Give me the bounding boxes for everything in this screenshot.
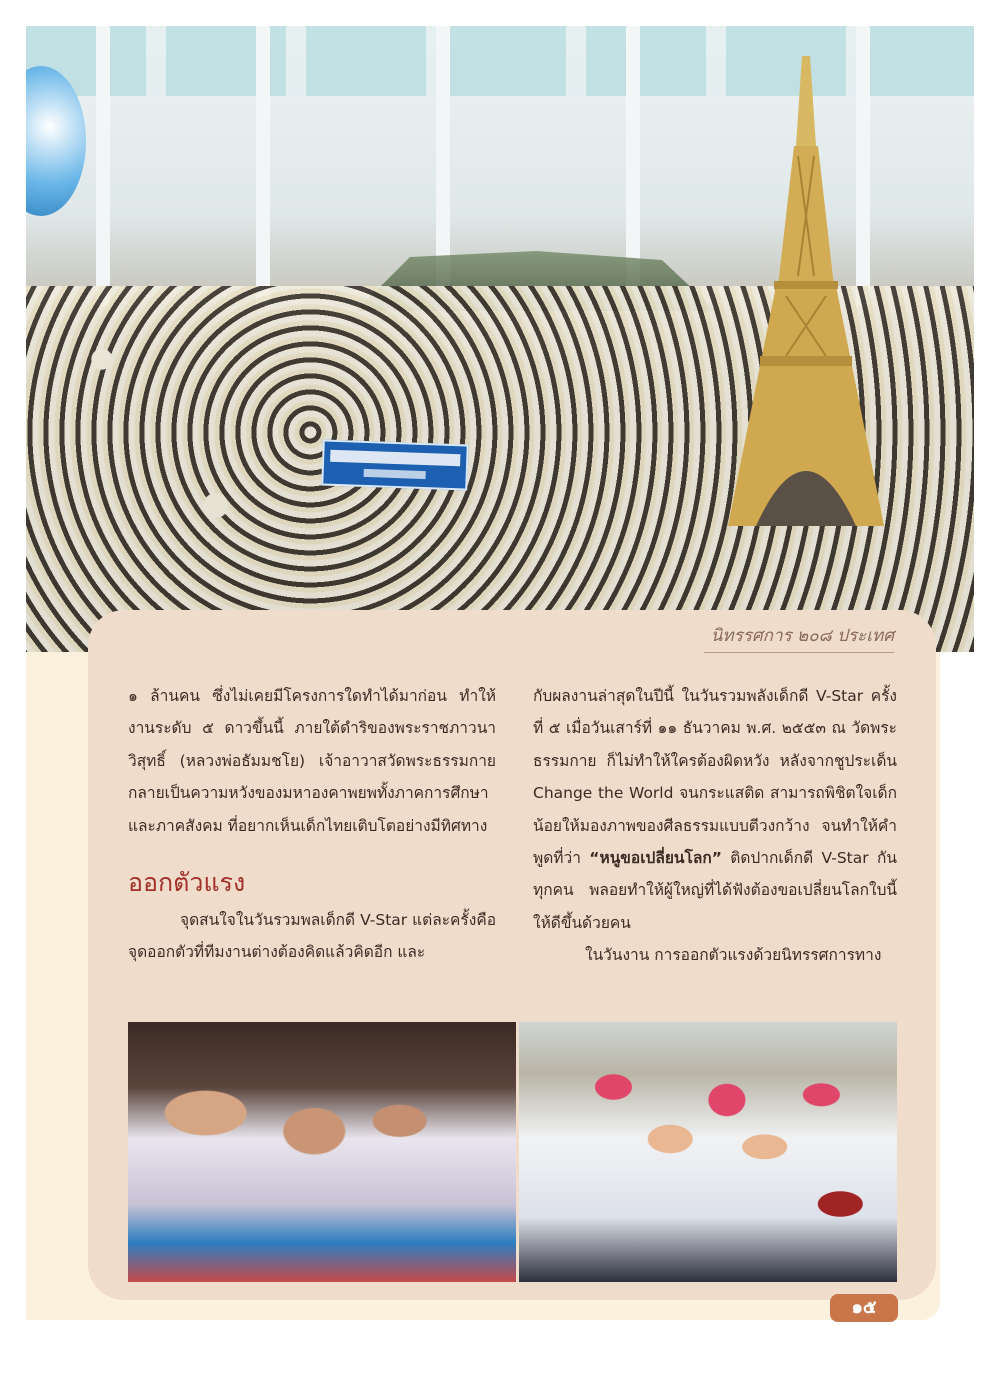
- hall-pillar: [96, 26, 110, 306]
- article-text: กับผลงานล่าสุดในปีนี้ ในวันรวมพลังเด็กดี V-Star ครั้งที่ ๕ เมื่อวันเสาร์ที่ ๑๑ ธันวาคม พ.ศ. ๒๕๕๓ ณ วัดพระธรรมกาย ก็ไม่ทำให้ใครต้องผิดหวัง หลังจากชูประเด็น Change the World จนกระแสติด สามารถพิชิตใจเด็กน้อยให้มองภาพของศีลธรรมแบบตีวงกว้าง จนทำให้คำพูดที่ว่า: [533, 687, 897, 868]
- section-heading: ออกตัวแรง: [128, 868, 246, 898]
- eiffel-tower-model: [716, 56, 896, 556]
- page-number: ๑๕: [830, 1294, 898, 1322]
- photo-children-passports: [519, 1022, 897, 1282]
- article-column-left: [128, 680, 496, 969]
- school-sign: [321, 439, 469, 490]
- school-sign-lettering: [323, 442, 466, 489]
- hall-pillar: [256, 26, 270, 306]
- article-paragraph: จุดสนใจในวันรวมพลเด็กดี V-Star แต่ละครั้งคือ จุดออกตัวที่ทีมงานต่างต้องคิดแล้วคิดอีก และ: [128, 911, 496, 962]
- hero-photo-crowd-exhibition: [26, 26, 974, 652]
- photo-caption: นิทรรศการ ๒๐๘ ประเทศ: [704, 622, 894, 653]
- article-paragraph: ๑ ล้านคน ซึ่งไม่เคยมีโครงการใดทำได้มาก่อน ทำให้งานระดับ ๕ ดาวขึ้นนี้ ภายใต้ดำริของพระราชภาวนาวิสุทธิ์ (หลวงพ่อธัมมชโย) เจ้าอาวาสวัดพระธรรมกาย กลายเป็นความหวังของมหาองคาพยพทั้งภาคการศึกษาและภาคสังคม ที่อยากเห็นเด็กไทยเติบโตอย่างมีทิศทาง: [128, 687, 496, 835]
- article-column-right: [533, 680, 897, 972]
- article-text: ติดปากเด็กดี V-Star กันทุกคน พลอยทำให้ผู้ใหญ่ที่ได้ฟังต้องขอเปลี่ยนโลกใบนี้ให้ดีขึ้นด้วยคน: [533, 849, 897, 932]
- article-paragraph: ในวันงาน การออกตัวแรงด้วยนิทรรศการทาง: [585, 946, 882, 965]
- photo-students-map-activity: [128, 1022, 516, 1282]
- article-quote: “หนูขอเปลี่ยนโลก”: [589, 849, 722, 868]
- article-paragraph: [533, 680, 897, 939]
